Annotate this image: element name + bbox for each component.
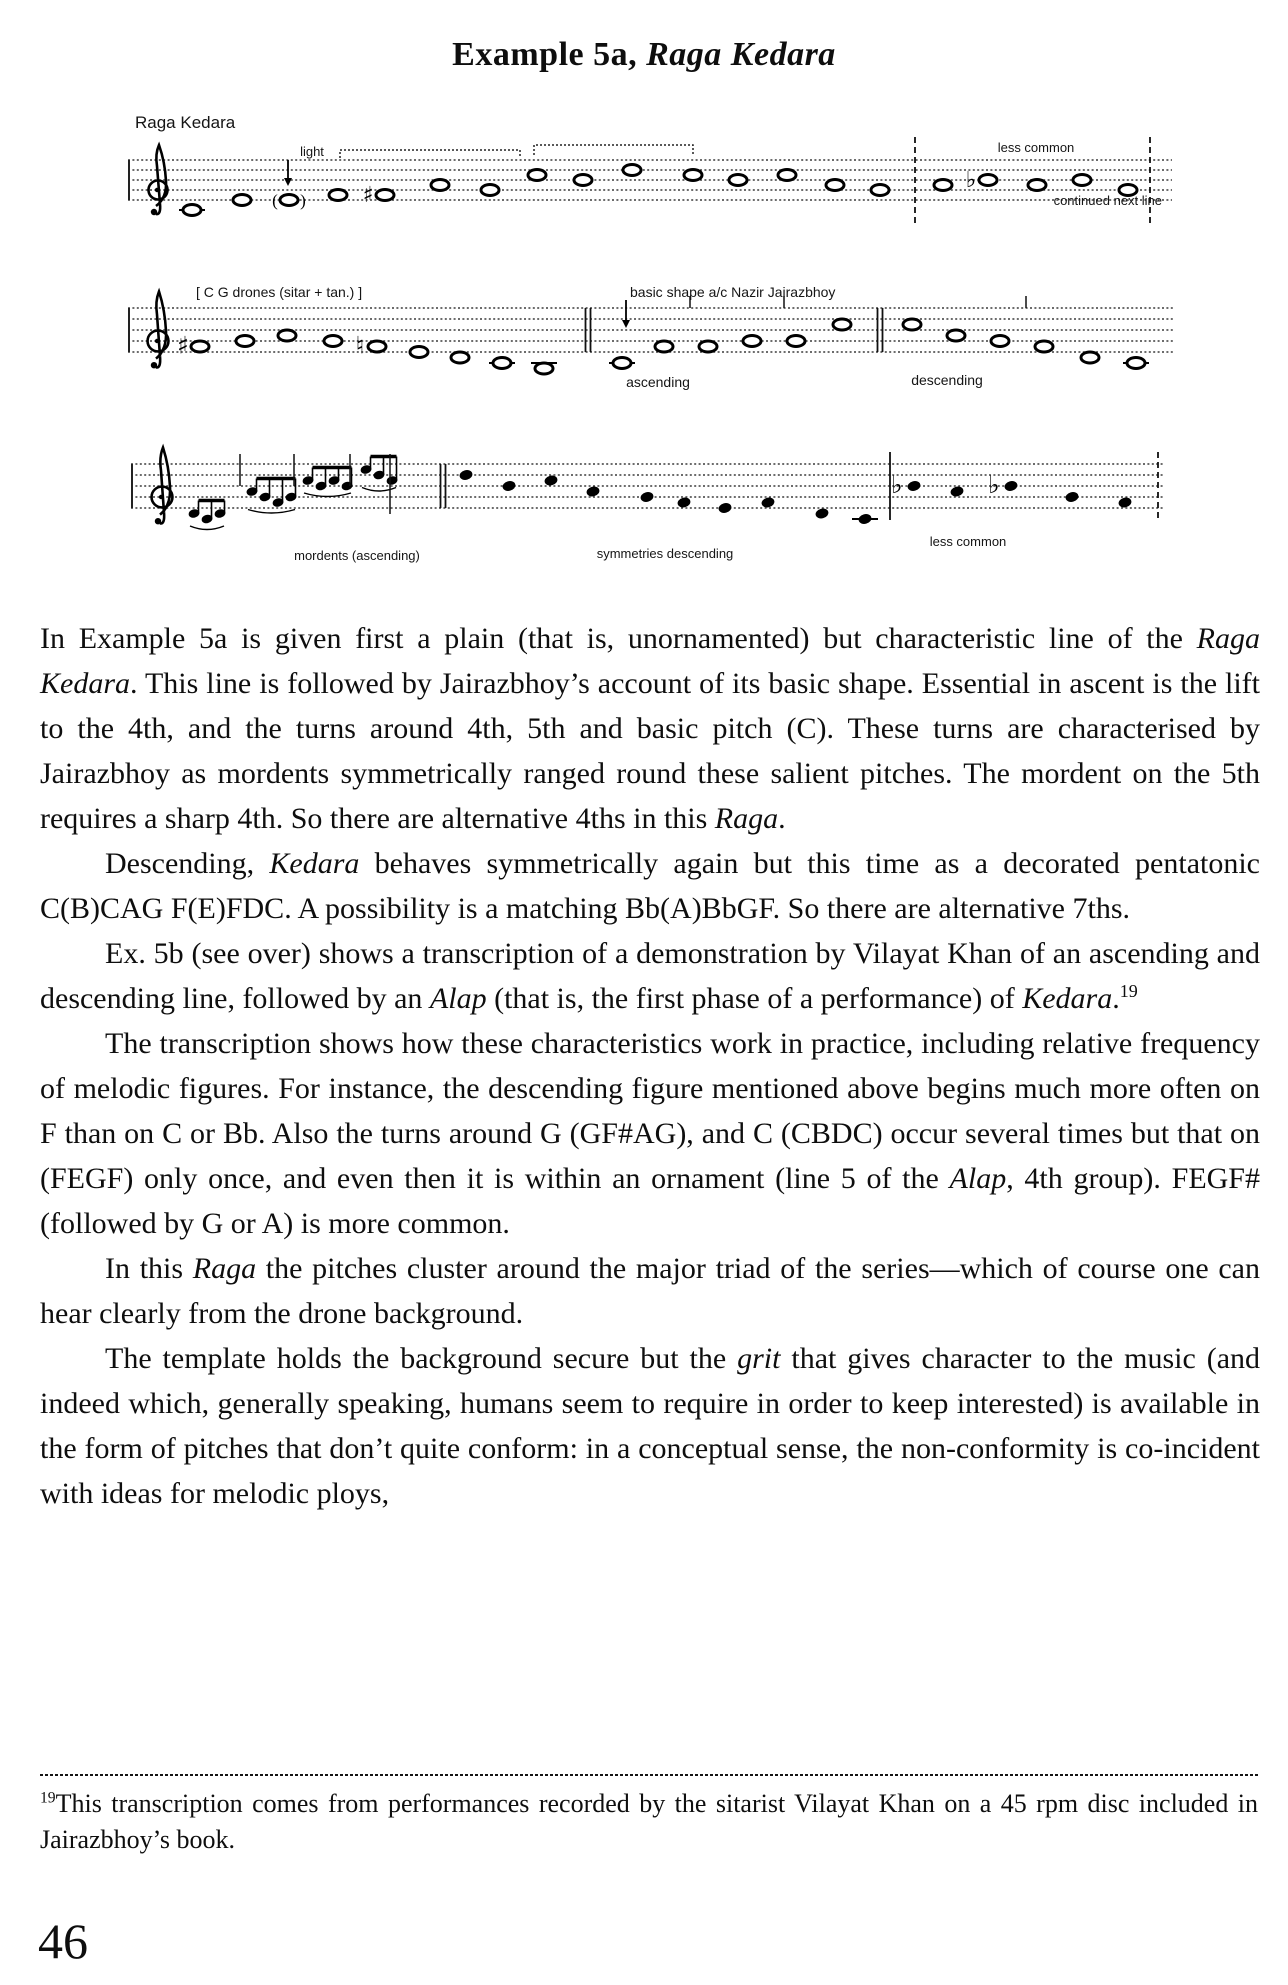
superscript-ref: 19: [40, 1789, 56, 1807]
whole-note: [481, 185, 499, 196]
page-number: 46: [38, 1913, 88, 1969]
sharp-sign: ♯: [177, 331, 189, 360]
treble-clef-icon: [151, 209, 157, 215]
whole-note: [787, 336, 805, 347]
phrase-bracket: [340, 150, 520, 158]
quarter-notehead: [501, 480, 516, 493]
quarter-notehead: [760, 496, 775, 509]
staff1-caption: Raga Kedara: [135, 113, 236, 132]
whole-note: [1028, 180, 1046, 191]
whole-note: [451, 352, 469, 363]
slur: [248, 510, 295, 514]
text-run: , 4th group). FEGF# (followed by G or A) is more common.: [40, 1162, 1260, 1240]
whole-note: [826, 180, 844, 191]
annotation-light: light: [300, 144, 324, 159]
whole-note: [233, 195, 251, 206]
whole-note: [183, 205, 201, 216]
text-run: Raga Kedara: [40, 622, 1260, 700]
whole-note: [655, 341, 673, 352]
parenthesis: (: [272, 191, 278, 210]
quarter-notehead: [458, 469, 473, 482]
flat-sign: ♭: [988, 471, 1000, 499]
quarter-notehead: [906, 480, 921, 493]
phrase-bracket: [534, 145, 693, 155]
paragraph: [40, 1336, 1260, 1516]
paragraph: [40, 1021, 1260, 1246]
whole-note: [329, 190, 347, 201]
whole-note: [376, 190, 394, 201]
whole-note: [528, 170, 546, 181]
paragraph: [40, 841, 1260, 931]
slur: [304, 493, 351, 497]
text-run: Raga Kedara: [646, 36, 836, 73]
text-run: Kedara: [1022, 982, 1113, 1015]
body-text: [40, 616, 1260, 1516]
quarter-notehead: [857, 513, 872, 526]
whole-note: [934, 180, 952, 191]
text-run: Alap: [429, 982, 487, 1015]
treble-clef-icon: [159, 495, 163, 499]
text-run: . This line is followed by Jairazbhoy’s account of its basic shape. Essential in ascent is the lift to the 4th, and the turns around 4th, 5th and basic pitch (C). These turns are characterised by Jairazbhoy as mordents symmetrically ranged round these salient pitches. The mordent on the 5th requires a sharp 4th. So there are alternative 4ths in this: [40, 667, 1260, 835]
text-run: Example 5a,: [452, 36, 647, 73]
whole-note: [324, 336, 342, 347]
whole-note: [979, 175, 997, 186]
quarter-notehead: [1117, 496, 1132, 509]
music-example-figure: [0, 0, 1288, 580]
text-run: behaves symmetrically again but this time as a decorated pentatonic C(B)CAG F(E)FDC. A possibility is a matching Bb(A)BbGF. So there are alternative 7ths.: [40, 847, 1260, 925]
treble-clef-icon: [151, 362, 157, 368]
slur: [362, 488, 396, 492]
flat-sign: ♭: [965, 168, 977, 193]
quarter-notehead: [717, 502, 732, 515]
whole-note: [1081, 352, 1099, 363]
sharp-sign: ♯: [362, 183, 374, 208]
whole-note: [729, 175, 747, 186]
whole-note: [743, 336, 761, 347]
treble-clef-icon: [155, 188, 159, 192]
whole-note: [368, 341, 386, 352]
quarter-notehead: [949, 485, 964, 498]
whole-note: [236, 336, 254, 347]
quarter-notehead: [814, 507, 829, 520]
whole-note: [278, 330, 296, 341]
text-run: (that is, the first phase of a performance) of: [486, 982, 1023, 1015]
parenthesis: ): [300, 191, 306, 210]
text-run: Raga: [192, 1252, 257, 1285]
annotation-less-common-2: less common: [929, 534, 1007, 549]
whole-note: [947, 330, 965, 341]
footnote: [40, 1786, 1258, 1858]
whole-note: [699, 341, 717, 352]
text-run: the pitches cluster around the major triad of the series—which of course one can hear clearly from the drone background.: [40, 1252, 1260, 1330]
flat-sign: ♭: [891, 471, 903, 499]
whole-note: [778, 170, 796, 181]
quarter-notehead: [1003, 480, 1018, 493]
paragraph: [40, 1246, 1260, 1336]
text-run: grit: [737, 1342, 781, 1375]
text-run: In Example 5a is given first a plain (that is, unornamented) but characteristic line of the: [40, 622, 1197, 655]
whole-note: [833, 319, 851, 330]
annotation-drones: [ C G drones (sitar + tan.) ]: [196, 284, 363, 300]
annotation-basic-shape: basic shape a/c Nazir Jairazbhoy: [630, 284, 836, 300]
whole-note: [684, 170, 702, 181]
treble-clef-icon: [155, 518, 161, 524]
annotation-ascending: ascending: [626, 374, 690, 390]
quarter-notehead: [1064, 491, 1079, 504]
annotation-continued-next-line: continued next line: [1053, 193, 1162, 208]
annotation-descending: descending: [911, 372, 983, 388]
down-arrow-icon: [622, 320, 630, 328]
whole-note: [871, 185, 889, 196]
text-run: This transcription comes from performances recorded by the sitarist Vilayat Khan on a 45 rpm disc included in Jairazbhoy’s book.: [40, 1789, 1258, 1854]
down-arrow-icon: [284, 178, 292, 186]
text-run: .: [778, 802, 786, 835]
whole-note: [1127, 358, 1145, 369]
text-run: Descending,: [105, 847, 270, 880]
paragraph: [40, 616, 1260, 841]
annotation-mordents: mordents (ascending): [294, 548, 420, 563]
quarter-notehead: [639, 491, 654, 504]
text-run: that gives character to the music (and indeed which, generally speaking, humans seem to require in order to keep interested) is available in the form of pitches that don’t quite conform: in a conceptual sense, the non-conformity is co-incident with ideas for melodic ploys,: [40, 1342, 1261, 1510]
whole-note: [1073, 175, 1091, 186]
natural-sign: ♮: [355, 331, 365, 360]
text-run: The template holds the background secure but the: [105, 1342, 738, 1375]
whole-note: [535, 363, 553, 374]
text-run: The transcription shows how these characteristics work in practice, including relative frequency of melodic figures. For instance, the descending figure mentioned above begins much more often on F than on C or Bb. Also the turns around G (GF#AG), and C (CBDC) occur several times but that on (FEGF) only once, and even then it is within an ornament (line 5 of the: [40, 1027, 1260, 1195]
annotation-less-common-1: less common: [997, 140, 1075, 155]
whole-note: [613, 358, 631, 369]
quarter-notehead: [543, 474, 558, 487]
paragraph: [40, 931, 1260, 1021]
whole-note: [623, 165, 641, 176]
treble-clef-icon: [155, 339, 159, 343]
text-run: .: [1112, 982, 1120, 1015]
whole-note: [280, 195, 298, 206]
text-run: Alap: [949, 1162, 1007, 1195]
whole-note: [1035, 341, 1053, 352]
whole-note: [574, 175, 592, 186]
whole-note: [493, 358, 511, 369]
whole-note: [903, 319, 921, 330]
quarter-notehead: [676, 496, 691, 509]
whole-note: [410, 347, 428, 358]
text-run: Raga: [714, 802, 779, 835]
superscript-ref: 19: [1119, 981, 1138, 1001]
footnote-rule: [40, 1774, 1258, 1776]
text-run: Ex. 5b (see over) shows a transcription of a demonstration by Vilayat Khan of an ascending and descending line, followed by an: [40, 937, 1260, 1015]
whole-note: [991, 336, 1009, 347]
whole-note: [431, 180, 449, 191]
annotation-symmetries: symmetries descending: [596, 546, 734, 561]
text-run: Kedara: [269, 847, 360, 880]
quarter-notehead: [585, 485, 600, 498]
whole-note: [191, 341, 209, 352]
slur: [190, 526, 224, 530]
text-run: In this: [105, 1252, 193, 1285]
